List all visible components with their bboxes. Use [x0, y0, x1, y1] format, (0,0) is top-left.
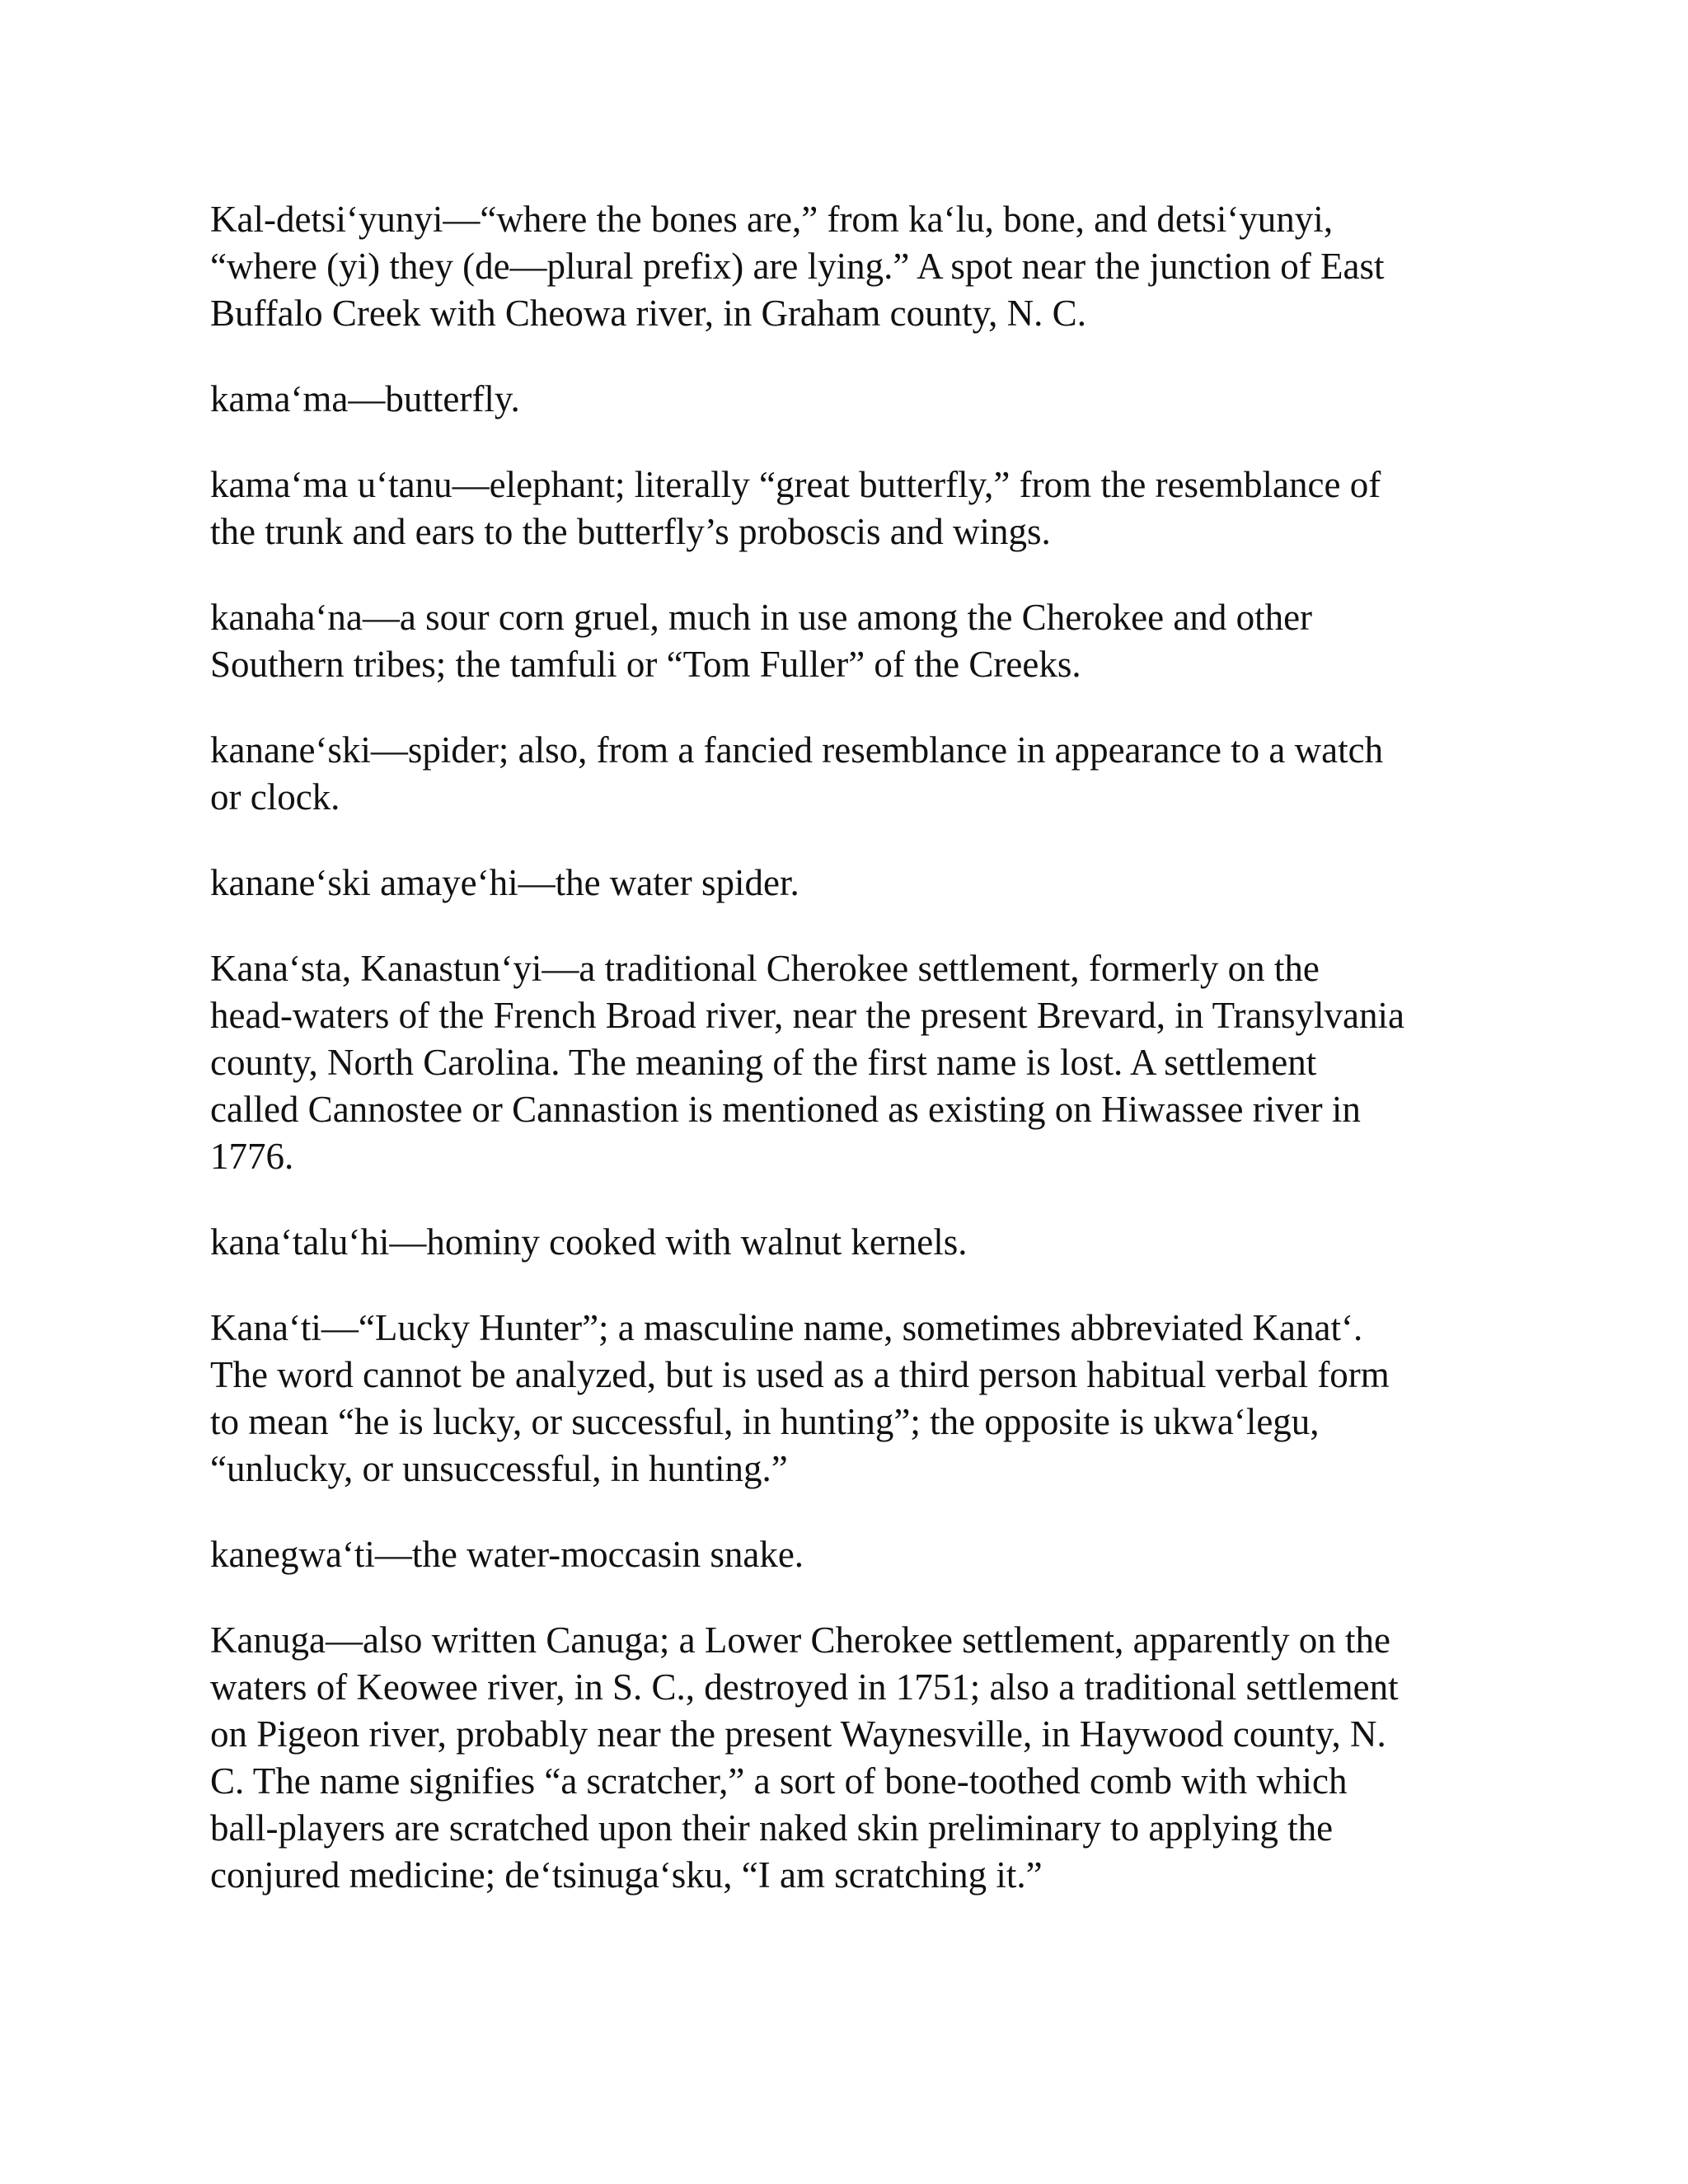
entry-kamama-utanu: kama‘ma u‘tanu—elephant; literally “great butterfly,” from the resemblance of the trunk and ears to the butterfly’s proboscis and wings.	[210, 464, 1381, 552]
entry-kamama: kama‘ma—butterfly.	[210, 378, 520, 419]
entry-kanataluhi: kana‘talu‘hi—hominy cooked with walnut kernels.	[210, 1221, 968, 1263]
entry-kal-detsiyunyi: Kal-detsi‘yunyi—“where the bones are,” from ka‘lu, bone, and detsi‘yunyi, “where (yi) they (de—plural prefix) are lying.” A spot near the junction of East Buffalo Creek with Cheowa river, in Graham county, N. C.	[210, 199, 1385, 334]
entry-kananeski-amayehi: kanane‘ski amaye‘hi—the water spider.	[210, 862, 799, 903]
entry-kananeski: kanane‘ski—spider; also, from a fancied resemblance in appearance to a watch or clock.	[210, 729, 1384, 818]
entry-kanuga: Kanuga—also written Canuga; a Lower Cherokee settlement, apparently on the waters of Keowee river, in S. C., destroyed in 1751; also a traditional settlement on Pigeon river, probably near the present Waynesville, in Haywood county, N. C. The name signifies “a scratcher,” a sort of bone-toothed comb with which ball-players are scratched upon their naked skin preliminary to applying the conjured medicine; de‘tsinuga‘sku, “I am scratching it.”	[210, 1619, 1399, 1896]
entry-kanahana: kanaha‘na—a sour corn gruel, much in use among the Cherokee and other Southern tribes; the tamfuli or “Tom Fuller” of the Creeks.	[210, 597, 1313, 685]
entry-kanegwati: kanegwa‘ti—the water-moccasin snake.	[210, 1534, 804, 1575]
entry-kanati: Kana‘ti—“Lucky Hunter”; a masculine name, sometimes abbreviated Kanat‘. The word cannot be analyzed, but is used as a third person habitual verbal form to mean “he is lucky, or successful, in hunting”; the opposite is ukwa‘legu, “unlucky, or unsuccessful, in hunting.”	[210, 1307, 1390, 1489]
document-page	[210, 196, 1496, 1938]
entry-kanasta: Kana‘sta, Kanastun‘yi—a traditional Cherokee settlement, formerly on the head-waters of the French Broad river, near the present Brevard, in Transylvania county, North Carolina. The meaning of the first name is lost. A settlement called Cannostee or Cannastion is mentioned as existing on Hiwassee river in 1776.	[210, 948, 1404, 1177]
